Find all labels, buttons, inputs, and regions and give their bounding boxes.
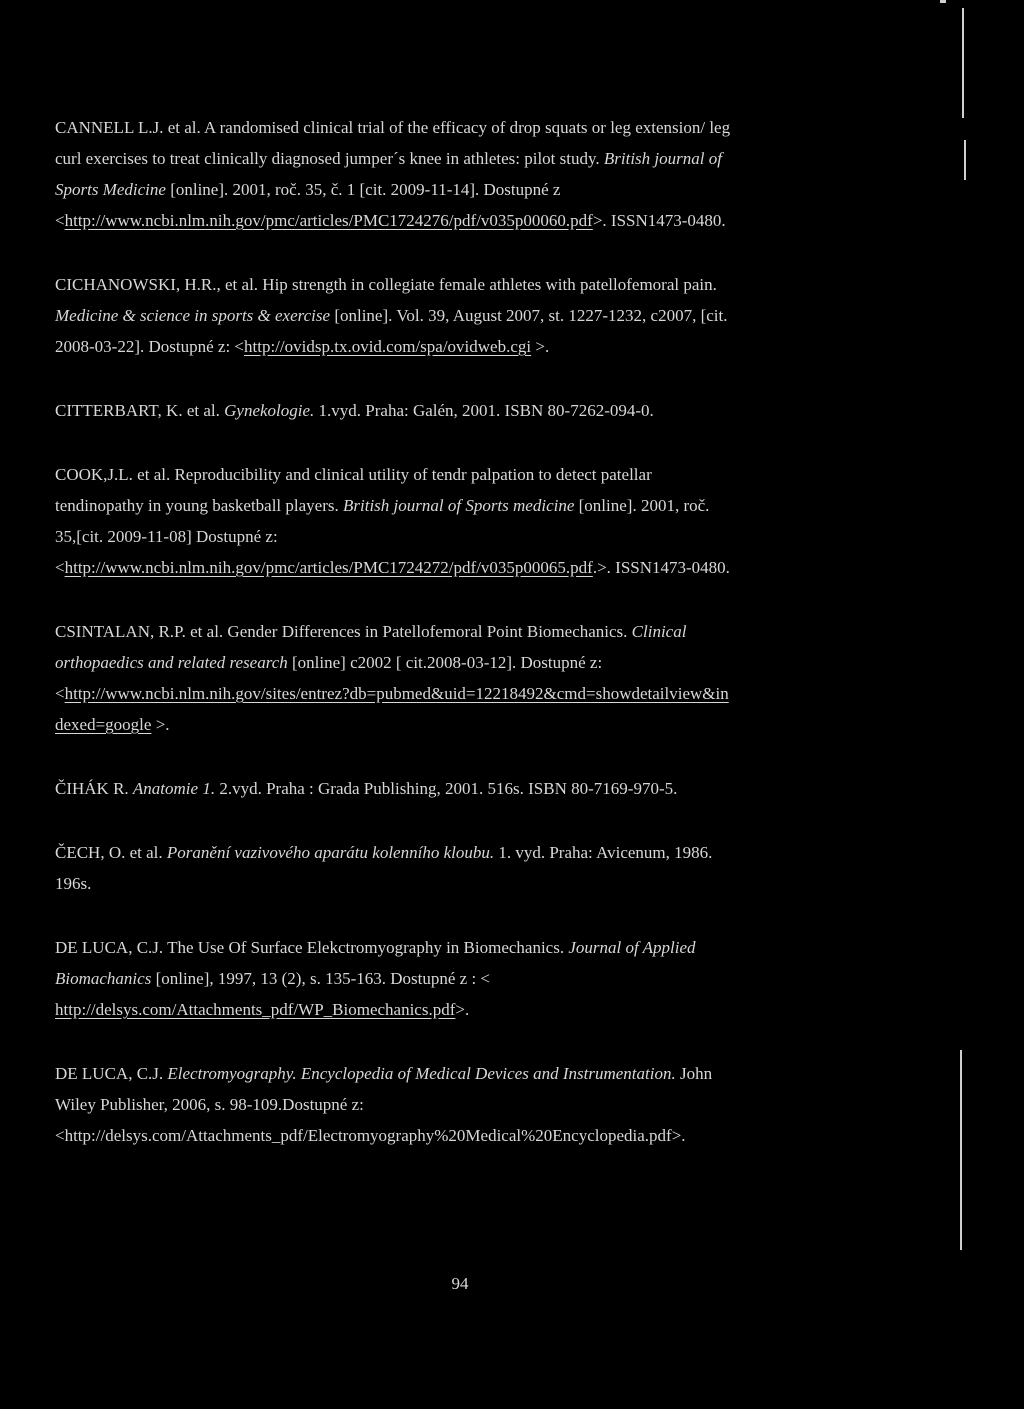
reference-url: http://www.ncbi.nlm.nih.gov/sites/entrez?db=pubmed&uid=12218492&cmd=showdetailview&in xyxy=(64,684,729,703)
reference-title: British journal of xyxy=(603,149,722,168)
reference-line xyxy=(55,490,875,521)
reference-text: curl exercises to treat clinically diagnosed jumper´s knee in athletes: pilot study. xyxy=(55,149,604,168)
reference-list xyxy=(55,112,875,1184)
reference-title: Clinical xyxy=(631,622,687,641)
reference-text: CSINTALAN, R.P. et al. Gender Differences in Patellofemoral Point Biomechanics. xyxy=(55,622,632,641)
reference-title: Electromyography. Encyclopedia of Medical Devices and Instrumentation. xyxy=(167,1064,676,1083)
reference-text: ČECH, O. et al. xyxy=(55,843,167,862)
reference-line xyxy=(55,300,875,331)
reference-text: <http://delsys.com/Attachments_pdf/Electromyography%20Medical%20Encyclopedia.pdf>. xyxy=(55,1126,686,1145)
reference-text: [online] c2002 [ cit.2008-03-12]. Dostupné z: xyxy=(287,653,603,672)
reference-line xyxy=(55,709,875,740)
reference-text: John xyxy=(675,1064,713,1083)
reference-entry-cech xyxy=(55,837,875,899)
reference-text: CITTERBART, K. et al. xyxy=(55,401,225,420)
reference-text: 196s. xyxy=(55,874,92,893)
reference-line xyxy=(55,1089,875,1120)
reference-entry-deluca-1 xyxy=(55,932,875,1025)
reference-title: Biomachanics xyxy=(55,969,152,988)
reference-title: Gynekologie. xyxy=(224,401,315,420)
scan-edge-mark xyxy=(962,8,964,118)
reference-line xyxy=(55,994,875,1025)
reference-line xyxy=(55,963,875,994)
reference-text: >. xyxy=(455,1000,470,1019)
reference-text: 35,[cit. 2009-11-08] Dostupné z: xyxy=(55,527,278,546)
reference-text: 2008-03-22]. Dostupné z: < xyxy=(55,337,245,356)
reference-text: >. ISSN1473-0480. xyxy=(592,211,726,230)
reference-text: COOK,J.L. et al. Reproducibility and clinical utility of tendr palpation to detect patellar xyxy=(55,465,652,484)
reference-text: CICHANOWSKI, H.R., et al. Hip strength in collegiate female athletes with patellofemoral pain. xyxy=(55,275,717,294)
reference-title: Sports Medicine xyxy=(55,180,166,199)
page-number: 94 xyxy=(451,1274,469,1293)
reference-line xyxy=(55,459,875,490)
reference-text: 1. vyd. Praha: Avicenum, 1986. xyxy=(494,843,713,862)
reference-line xyxy=(55,174,875,205)
reference-text: Wiley Publisher, 2006, s. 98-109.Dostupné z: xyxy=(55,1095,364,1114)
reference-title: Poranění vazivového aparátu kolenního kloubu. xyxy=(166,843,495,862)
reference-text: [online]. 2001, roč. xyxy=(574,496,710,515)
reference-text: .>. ISSN1473-0480. xyxy=(592,558,730,577)
reference-title: Medicine & science in sports & exercise xyxy=(55,306,331,325)
reference-line xyxy=(55,868,875,899)
reference-url: http://ovidsp.tx.ovid.com/spa/ovidweb.cgi xyxy=(244,337,532,356)
scan-edge-mark xyxy=(960,1050,962,1250)
reference-url: http://www.ncbi.nlm.nih.gov/pmc/articles/PMC1724272/pdf/v035p00065.pdf xyxy=(64,558,593,577)
reference-line xyxy=(55,269,875,300)
reference-line xyxy=(55,143,875,174)
reference-text: 1.vyd. Praha: Galén, 2001. ISBN 80-7262-094-0. xyxy=(314,401,654,420)
reference-text: CANNELL L.J. et al. A randomised clinical trial of xyxy=(55,118,408,137)
reference-line xyxy=(55,331,875,362)
reference-entry-csintalan xyxy=(55,616,875,740)
reference-line xyxy=(55,837,875,868)
reference-title: Journal of Applied xyxy=(568,938,696,957)
reference-line xyxy=(55,205,875,236)
reference-line xyxy=(55,678,875,709)
reference-text: 2.vyd. Praha : Grada Publishing, 2001. 516s. ISBN 80-7169-970-5. xyxy=(215,779,678,798)
reference-text: ČIHÁK R. xyxy=(55,779,133,798)
reference-title: Anatomie 1. xyxy=(132,779,216,798)
scan-edge-mark xyxy=(964,140,966,180)
reference-text: [online]. 2001, roč. 35, č. 1 [cit. 2009-11-14]. Dostupné z xyxy=(165,180,561,199)
reference-line xyxy=(55,112,875,143)
reference-text: [online], 1997, 13 (2), s. 135-163. Dostupné z : < xyxy=(151,969,491,988)
reference-text: tendinopathy in young basketball players. xyxy=(55,496,343,515)
reference-line xyxy=(55,521,875,552)
reference-text: DE LUCA, C.J. The Use Of Surface Elekctromyography in Biomechanics. xyxy=(55,938,569,957)
reference-title: British journal of Sports medicine xyxy=(343,496,575,515)
reference-text: DE LUCA, C.J. xyxy=(55,1064,168,1083)
reference-url: dexed=google xyxy=(55,715,152,734)
reference-line xyxy=(55,932,875,963)
reference-text: < xyxy=(55,211,65,230)
scan-edge-mark xyxy=(940,0,946,3)
reference-text: the efficacy of drop squats or leg extension/ leg xyxy=(407,118,731,137)
reference-line xyxy=(55,395,875,426)
reference-title: orthopaedics and related research xyxy=(55,653,288,672)
reference-url: http://www.ncbi.nlm.nih.gov/pmc/articles/PMC1724276/pdf/v035p00060.pdf xyxy=(64,211,593,230)
reference-line xyxy=(55,552,875,583)
reference-entry-cook xyxy=(55,459,875,583)
reference-text: < xyxy=(55,684,65,703)
reference-entry-deluca-2 xyxy=(55,1058,875,1151)
reference-line xyxy=(55,1120,875,1151)
reference-text: [online]. Vol. 39, August 2007, st. 1227-1232, c2007, [cit. xyxy=(330,306,728,325)
reference-entry-cichanowski xyxy=(55,269,875,362)
reference-url: http://delsys.com/Attachments_pdf/WP_Biomechanics.pdf xyxy=(55,1000,456,1019)
reference-text: >. xyxy=(531,337,550,356)
reference-entry-cihak xyxy=(55,773,875,804)
reference-line xyxy=(55,773,875,804)
reference-text: < xyxy=(55,558,65,577)
reference-text: >. xyxy=(151,715,170,734)
reference-entry-cannell xyxy=(55,112,875,236)
reference-line xyxy=(55,1058,875,1089)
reference-entry-citterbart xyxy=(55,395,875,426)
reference-line xyxy=(55,647,875,678)
reference-line xyxy=(55,616,875,647)
